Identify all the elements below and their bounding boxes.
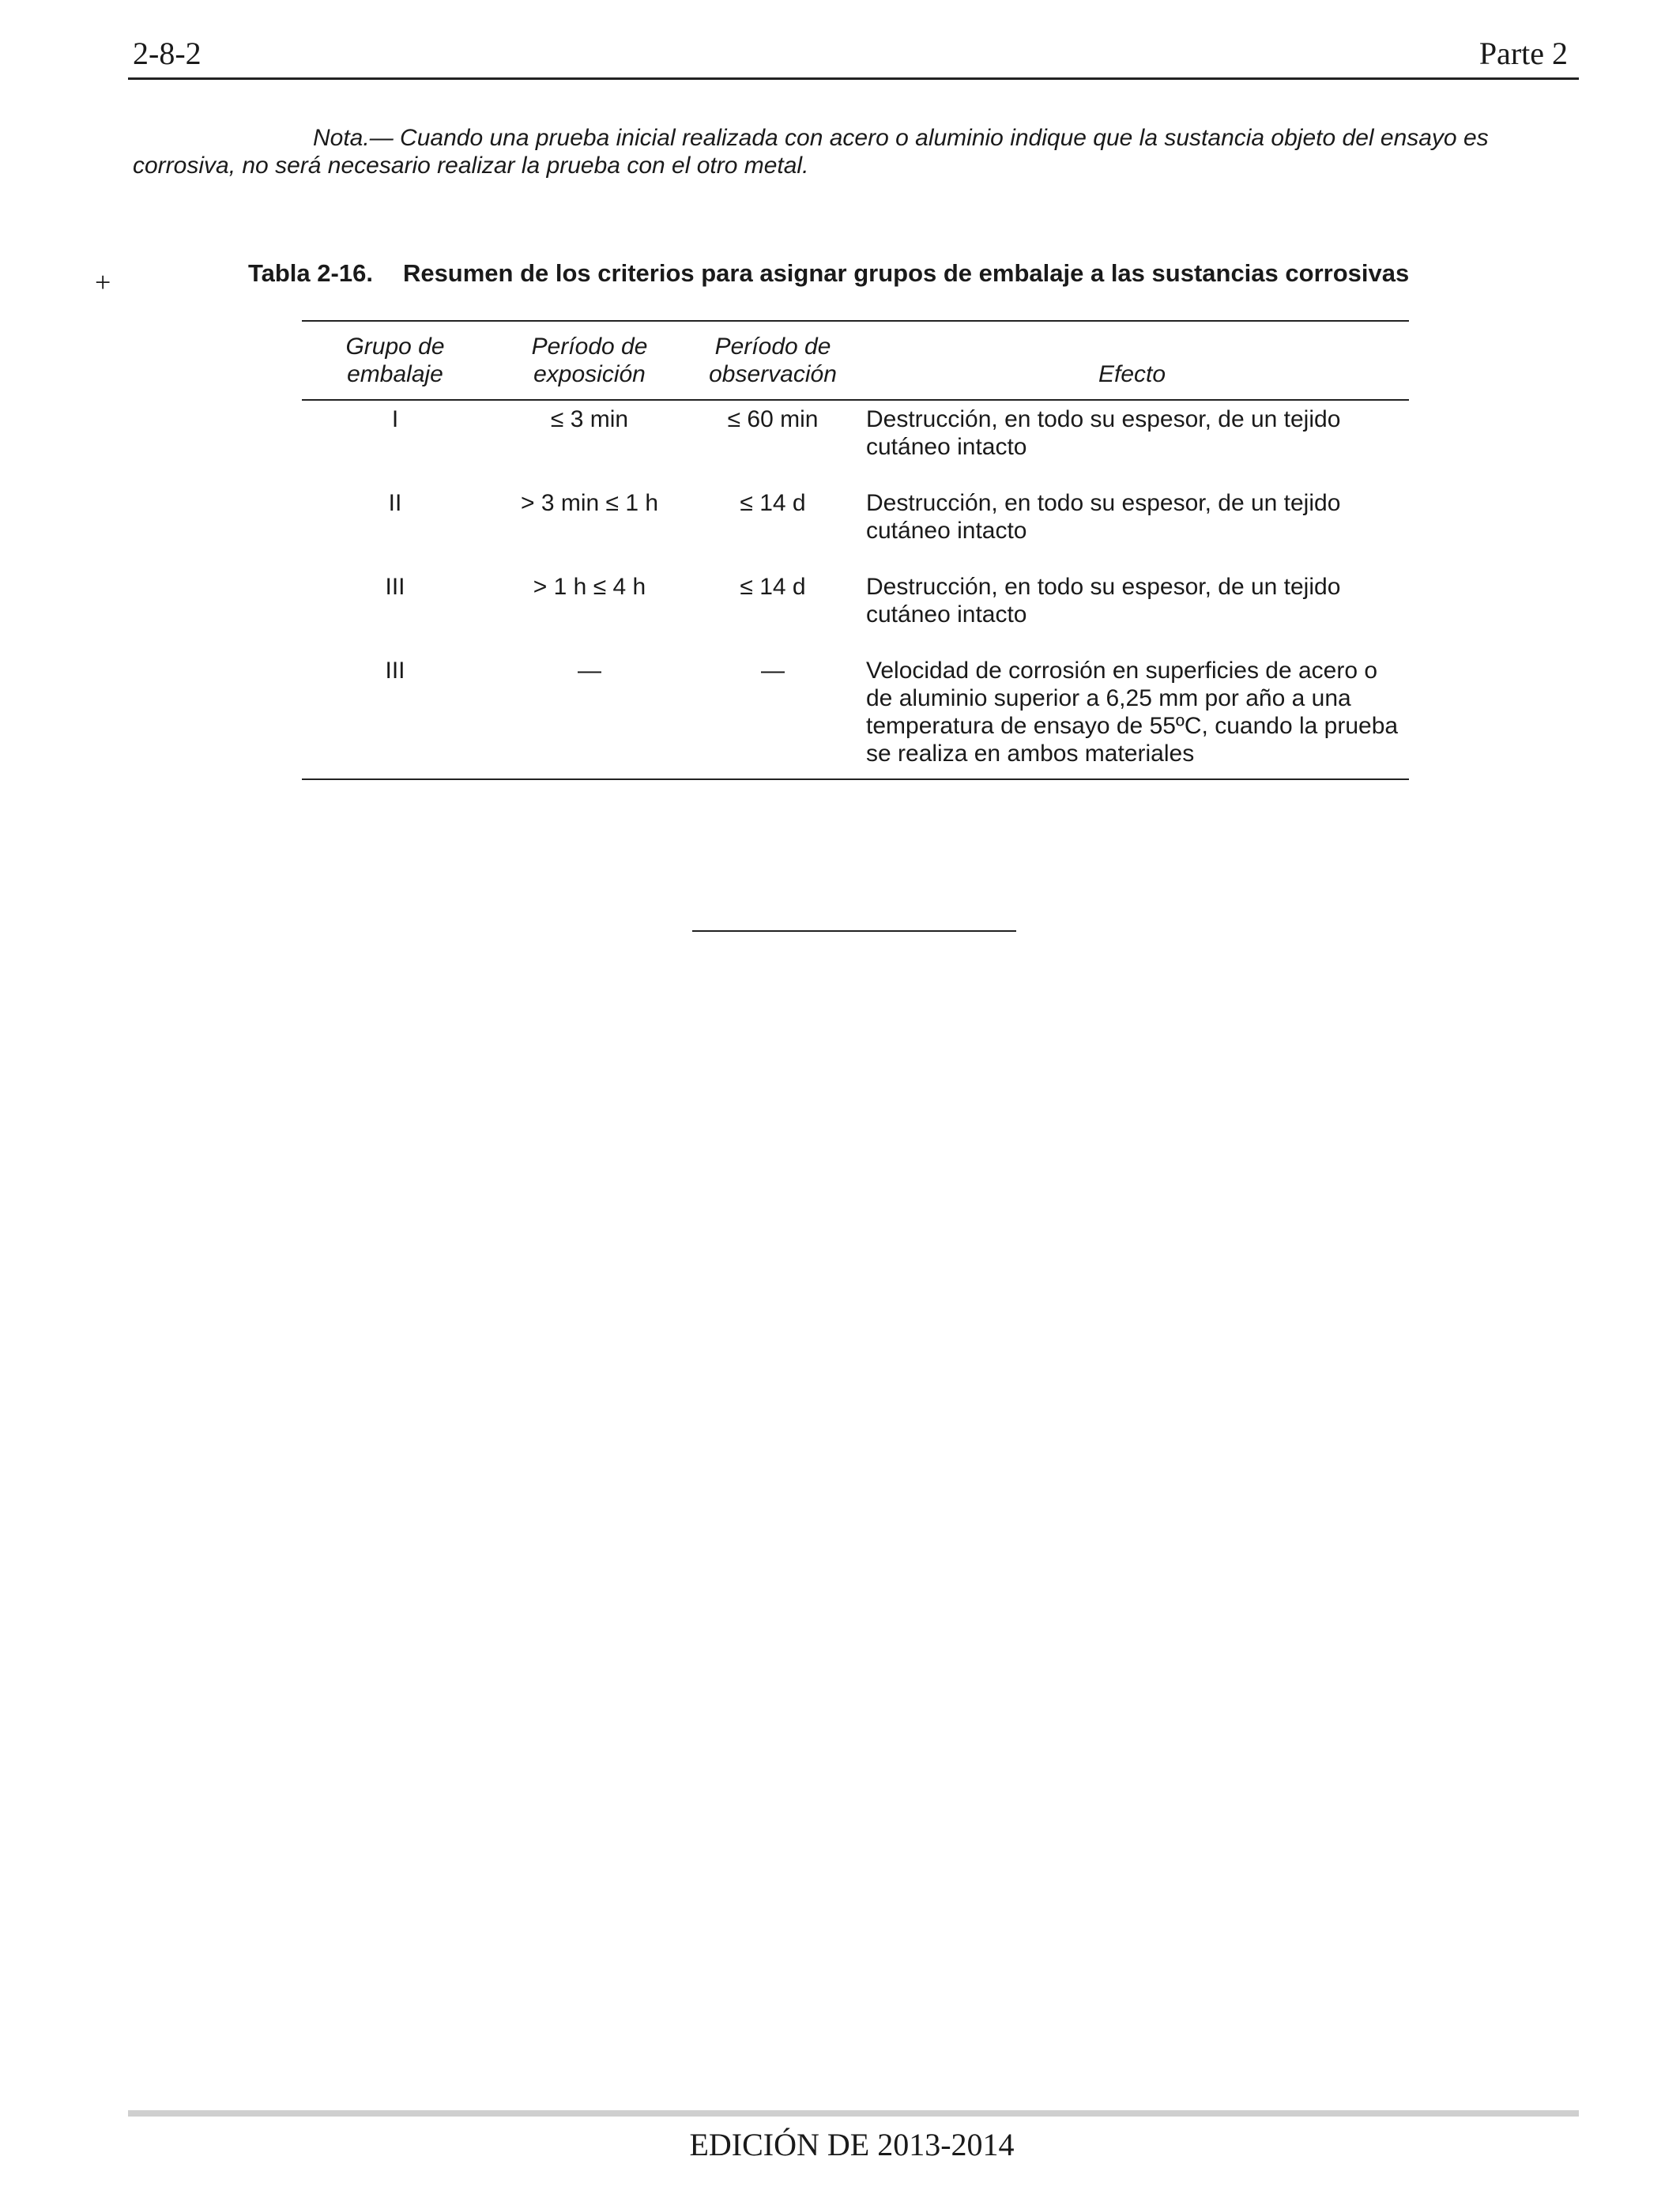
- page-number: 2-8-2: [133, 36, 202, 71]
- table-row: [302, 568, 1409, 652]
- cell-exposure: —: [488, 652, 691, 779]
- table-caption-number: Tabla 2-16.: [248, 259, 373, 287]
- column-header-group: Grupo de embalaje: [302, 321, 488, 400]
- table-caption-title: Resumen de los criterios para asignar grupos de embalaje a las sustancias corrosivas: [402, 259, 1410, 287]
- cell-effect: Destrucción, en todo su espesor, de un tejido cutáneo intacto: [866, 406, 1341, 460]
- cell-observation: ≤ 14 d: [740, 574, 806, 600]
- cell-observation: ≤ 14 d: [740, 490, 806, 516]
- note-paragraph: Nota.— Cuando una prueba inicial realizada con acero o aluminio indique que la sustancia objeto del ensayo es corrosiva, no será necesario realizar la prueba con el otro metal.: [133, 125, 1489, 179]
- section-end-rule: [692, 930, 1016, 932]
- margin-change-marker: +: [95, 266, 111, 298]
- cell-group: II: [388, 490, 402, 516]
- cell-group: III: [302, 652, 488, 779]
- footer-edition: EDICIÓN DE 2013-2014: [689, 2127, 1015, 2162]
- cell-observation: —: [691, 652, 855, 779]
- page-header: [128, 32, 1579, 80]
- cell-observation: ≤ 60 min: [727, 406, 819, 432]
- table-header-row: [302, 321, 1409, 400]
- footer-rule: [128, 2110, 1579, 2117]
- cell-effect: Velocidad de corrosión en superficies de acero o de aluminio superior a 6,25 mm por año a una temperatura de ensayo de 55ºC, cuando la prueba se realiza en ambos materiales: [855, 652, 1409, 779]
- column-header-observation: Período de observación: [691, 321, 855, 400]
- cell-exposure: ≤ 3 min: [550, 406, 629, 432]
- table-row: [302, 652, 1409, 779]
- column-header-effect: Efecto: [855, 321, 1409, 400]
- cell-effect: Destrucción, en todo su espesor, de un tejido cutáneo intacto: [866, 490, 1341, 544]
- table-caption: [248, 259, 1409, 288]
- cell-effect: Destrucción, en todo su espesor, de un tejido cutáneo intacto: [866, 574, 1341, 628]
- cell-exposure: > 3 min ≤ 1 h: [520, 490, 659, 516]
- table-row: [302, 484, 1409, 568]
- table-row: [302, 400, 1409, 484]
- packing-group-criteria-table: [302, 320, 1409, 780]
- part-label: Parte 2: [1478, 36, 1568, 71]
- column-header-exposure: Período de exposición: [488, 321, 691, 400]
- cell-group: I: [391, 406, 399, 432]
- cell-exposure: > 1 h ≤ 4 h: [533, 574, 646, 600]
- cell-group: III: [385, 574, 405, 600]
